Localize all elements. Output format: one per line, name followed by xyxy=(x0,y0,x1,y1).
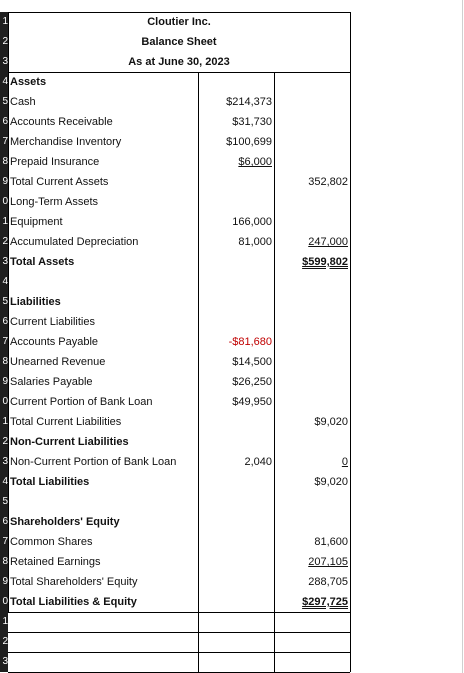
cell-b[interactable] xyxy=(200,172,272,192)
row-number[interactable]: 6 xyxy=(0,312,8,332)
table-row[interactable] xyxy=(8,112,464,132)
header-row-date[interactable] xyxy=(8,52,464,72)
column-divider-b xyxy=(198,72,199,612)
row-number[interactable]: 3 xyxy=(0,652,8,672)
row-number[interactable]: 0 xyxy=(0,392,8,412)
row-number[interactable]: 5 xyxy=(0,92,8,112)
cell-a[interactable]: Non-Current Liabilities xyxy=(10,436,129,448)
header-row-statement[interactable] xyxy=(8,32,464,52)
cell-b[interactable] xyxy=(200,272,272,292)
cell-c[interactable] xyxy=(280,92,348,112)
column-divider-c xyxy=(274,72,275,612)
grid-line xyxy=(274,612,275,672)
cell-a[interactable] xyxy=(10,272,198,292)
cell-b[interactable]: 2,040 xyxy=(244,456,272,468)
cell-a[interactable]: Unearned Revenue xyxy=(10,356,106,368)
grid-line xyxy=(350,612,351,672)
cell-a[interactable] xyxy=(10,492,198,512)
statement-date: As at June 30, 2023 xyxy=(128,56,230,68)
table-row[interactable] xyxy=(8,232,464,252)
row-number[interactable]: 6 xyxy=(0,112,8,132)
table-row[interactable] xyxy=(8,492,464,512)
row-number[interactable]: 4 xyxy=(0,272,8,292)
table-row[interactable] xyxy=(8,252,464,272)
cell-b[interactable] xyxy=(200,492,272,512)
cell-c[interactable]: 0 xyxy=(341,456,348,468)
table-row[interactable] xyxy=(8,292,464,312)
row-number[interactable]: 4 xyxy=(0,72,8,92)
cell-a[interactable]: Accounts Receivable xyxy=(10,116,113,128)
table-row[interactable] xyxy=(8,372,464,392)
cell-b[interactable]: 166,000 xyxy=(232,216,272,228)
row-number[interactable]: 1 xyxy=(0,612,8,632)
cell-a[interactable]: Total Liabilities xyxy=(10,476,90,488)
cell-a[interactable]: Current Portion of Bank Loan xyxy=(10,396,153,408)
row-number[interactable]: 9 xyxy=(0,172,8,192)
row-number[interactable]: 3 xyxy=(0,252,8,272)
cell-c[interactable] xyxy=(280,512,348,532)
cell-c[interactable] xyxy=(280,72,348,92)
cell-a[interactable]: Shareholders' Equity xyxy=(10,516,120,528)
table-row[interactable] xyxy=(8,392,464,412)
table-row[interactable] xyxy=(8,92,464,112)
row-number[interactable]: 5 xyxy=(0,492,8,512)
table-row[interactable] xyxy=(8,272,464,292)
row-number[interactable]: 8 xyxy=(0,552,8,572)
row-number[interactable]: 1 xyxy=(0,212,8,232)
cell-b[interactable] xyxy=(200,652,272,672)
table-row[interactable] xyxy=(8,132,464,152)
row-number[interactable]: 5 xyxy=(0,292,8,312)
cell-b[interactable] xyxy=(200,412,272,432)
cell-a[interactable]: Total Current Liabilities xyxy=(10,416,122,428)
cell-b[interactable]: 81,000 xyxy=(238,236,272,248)
table-row[interactable] xyxy=(8,532,464,552)
table-border-top xyxy=(8,12,350,13)
header-separator xyxy=(8,72,350,73)
cell-b[interactable] xyxy=(200,312,272,332)
cell-b[interactable]: $49,950 xyxy=(232,396,272,408)
grid-line xyxy=(8,612,350,613)
cell-c[interactable] xyxy=(280,372,348,392)
cell-c[interactable] xyxy=(280,392,348,412)
table-row[interactable] xyxy=(8,412,464,432)
cell-a[interactable]: Prepaid Insurance xyxy=(10,156,100,168)
row-number[interactable]: 8 xyxy=(0,352,8,372)
row-number[interactable]: 9 xyxy=(0,572,8,592)
table-row[interactable] xyxy=(8,652,464,672)
column-edge xyxy=(462,0,463,673)
table-row[interactable] xyxy=(8,192,464,212)
table-row[interactable] xyxy=(8,312,464,332)
cell-a[interactable]: Total Shareholders' Equity xyxy=(10,576,138,588)
cell-b[interactable] xyxy=(200,72,272,92)
cell-b[interactable] xyxy=(200,532,272,552)
cell-a[interactable] xyxy=(10,632,198,652)
cell-b[interactable] xyxy=(200,552,272,572)
table-row[interactable] xyxy=(8,332,464,352)
row-number[interactable]: 8 xyxy=(0,152,8,172)
cell-a[interactable]: Accounts Payable xyxy=(10,336,99,348)
cell-a[interactable]: Retained Earnings xyxy=(10,556,101,568)
cell-a[interactable]: Liabilities xyxy=(10,296,61,308)
row-number[interactable]: 1 xyxy=(0,412,8,432)
cell-a[interactable] xyxy=(10,612,198,632)
grid-line xyxy=(8,632,350,633)
cell-c[interactable]: 207,105 xyxy=(308,556,348,568)
row-number[interactable]: 2 xyxy=(0,432,8,452)
table-row[interactable] xyxy=(8,152,464,172)
company-name: Cloutier Inc. xyxy=(147,16,211,28)
table-row[interactable] xyxy=(8,352,464,372)
cell-c[interactable] xyxy=(280,212,348,232)
cell-c[interactable] xyxy=(280,652,348,672)
cell-b[interactable] xyxy=(200,292,272,312)
row-number[interactable]: 7 xyxy=(0,332,8,352)
cell-b[interactable]: $6,000 xyxy=(238,156,272,168)
cell-c[interactable] xyxy=(280,612,348,632)
cell-c[interactable] xyxy=(280,352,348,372)
row-number[interactable]: 7 xyxy=(0,532,8,552)
table-row[interactable] xyxy=(8,172,464,192)
row-number[interactable]: 7 xyxy=(0,132,8,152)
cell-c[interactable] xyxy=(280,492,348,512)
cell-c[interactable] xyxy=(280,312,348,332)
cell-c[interactable] xyxy=(280,272,348,292)
cell-a[interactable]: Merchandise Inventory xyxy=(10,136,122,148)
cell-c[interactable] xyxy=(280,132,348,152)
cell-c[interactable] xyxy=(280,192,348,212)
table-row[interactable] xyxy=(8,592,464,612)
cell-a[interactable]: Total Liabilities & Equity xyxy=(10,596,137,608)
cell-a[interactable]: Equipment xyxy=(10,216,63,228)
cell-c[interactable]: $9,020 xyxy=(314,476,348,488)
table-row[interactable] xyxy=(8,432,464,452)
table-row[interactable] xyxy=(8,552,464,572)
cell-b[interactable] xyxy=(200,572,272,592)
cell-a[interactable]: Assets xyxy=(10,76,47,88)
table-row[interactable] xyxy=(8,572,464,592)
row-number[interactable]: 9 xyxy=(0,372,8,392)
cell-c[interactable]: 247,000 xyxy=(308,236,348,248)
cell-b[interactable]: $14,500 xyxy=(232,356,272,368)
row-number[interactable]: 2 xyxy=(0,632,8,652)
cell-a[interactable]: Non-Current Portion of Bank Loan xyxy=(10,456,177,468)
cell-a[interactable]: Total Current Assets xyxy=(10,176,109,188)
row-number[interactable]: 2 xyxy=(0,32,8,52)
cell-c[interactable]: $297,725 xyxy=(302,596,348,608)
cell-c[interactable] xyxy=(280,632,348,652)
cell-c[interactable] xyxy=(280,112,348,132)
cell-b[interactable]: $31,730 xyxy=(232,116,272,128)
cell-a[interactable]: Salaries Payable xyxy=(10,376,93,388)
cell-b[interactable] xyxy=(200,612,272,632)
table-border-left xyxy=(8,12,9,612)
row-number[interactable]: 2 xyxy=(0,232,8,252)
cell-a[interactable]: Accumulated Depreciation xyxy=(10,236,139,248)
statement-title: Balance Sheet xyxy=(141,36,217,48)
cell-c[interactable] xyxy=(280,432,348,452)
cell-b[interactable] xyxy=(200,252,272,272)
cell-b[interactable] xyxy=(200,432,272,452)
row-number[interactable]: 6 xyxy=(0,512,8,532)
cell-b[interactable] xyxy=(200,632,272,652)
cell-a[interactable]: Cash xyxy=(10,96,36,108)
grid-line xyxy=(198,612,199,672)
cell-c[interactable]: 288,705 xyxy=(308,576,348,588)
cell-a[interactable]: Current Liabilities xyxy=(10,316,95,328)
table-row[interactable] xyxy=(8,632,464,652)
row-number[interactable]: 0 xyxy=(0,192,8,212)
cell-a[interactable]: Common Shares xyxy=(10,536,93,548)
table-border-right xyxy=(350,12,351,612)
cell-b[interactable] xyxy=(200,192,272,212)
cell-b[interactable]: $26,250 xyxy=(232,376,272,388)
cell-b[interactable]: $100,699 xyxy=(226,136,272,148)
cell-a[interactable]: Long-Term Assets xyxy=(10,196,99,208)
table-row[interactable] xyxy=(8,512,464,532)
cell-b[interactable] xyxy=(200,592,272,612)
table-row[interactable] xyxy=(8,472,464,492)
header-row-company[interactable] xyxy=(8,12,464,32)
grid-line xyxy=(8,652,350,653)
row-number[interactable]: 1 xyxy=(0,12,8,32)
row-number[interactable]: 3 xyxy=(0,452,8,472)
table-row[interactable] xyxy=(8,612,464,632)
row-number[interactable]: 4 xyxy=(0,472,8,492)
cell-b[interactable] xyxy=(200,472,272,492)
cell-b[interactable] xyxy=(200,512,272,532)
cell-c[interactable]: $9,020 xyxy=(314,416,348,428)
table-row[interactable] xyxy=(8,212,464,232)
cell-c[interactable] xyxy=(280,152,348,172)
cell-c[interactable] xyxy=(280,332,348,352)
cell-c[interactable]: 81,600 xyxy=(314,536,348,548)
cell-a[interactable]: Total Assets xyxy=(10,256,75,268)
row-number[interactable]: 0 xyxy=(0,592,8,612)
row-number[interactable]: 3 xyxy=(0,52,8,72)
cell-b[interactable]: -$81,680 xyxy=(228,336,272,348)
cell-a[interactable] xyxy=(10,652,198,672)
table-row[interactable] xyxy=(8,452,464,472)
cell-c[interactable] xyxy=(280,292,348,312)
table-row[interactable] xyxy=(8,72,464,92)
cell-c[interactable]: $599,802 xyxy=(302,256,348,268)
cell-b[interactable]: $214,373 xyxy=(226,96,272,108)
cell-c[interactable]: 352,802 xyxy=(308,176,348,188)
